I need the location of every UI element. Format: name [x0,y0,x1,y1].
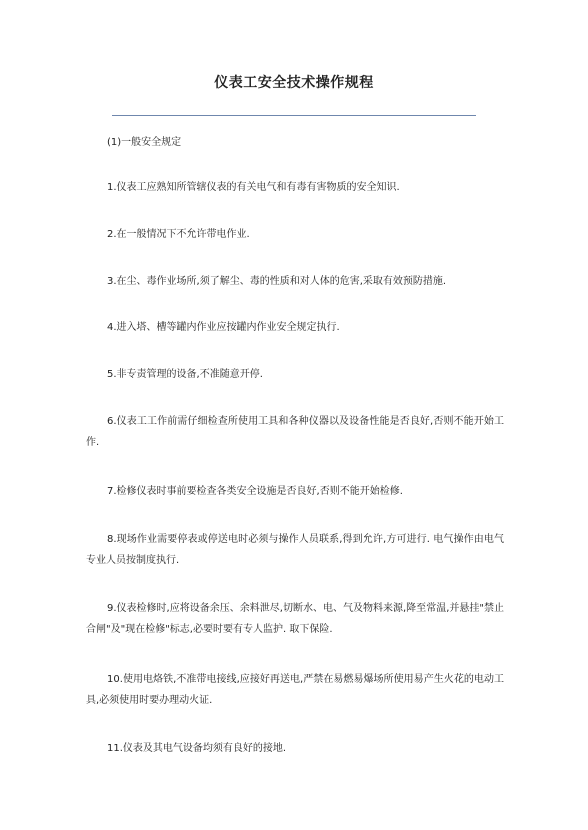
rule-item-10: 10.使用电烙铁,不准带电接线,应接好再送电,严禁在易燃易爆场所使用易产生火花的电动工具,必须使用时要办理动火证. [86,674,504,706]
section-heading: (1)一般安全规定 [107,137,182,148]
rule-item-6: 6.仪表工工作前需仔细检查所使用工具和各种仪器以及设备性能是否良好,否则不能开始工作. [86,416,504,448]
rule-item-11: 11.仪表及其电气设备均须有良好的接地. [107,743,287,754]
rule-item-5: 5.非专责管理的设备,不准随意开停. [107,369,263,380]
rule-item-4: 4.进入塔、槽等罐内作业应按罐内作业安全规定执行. [107,322,340,333]
rule-item-7: 7.检修仪表时事前要检查各类安全设施是否良好,否则不能开始检修. [107,486,403,497]
rule-item-2: 2.在一般情况下不允许带电作业. [107,229,250,240]
document-title: 仪表工安全技术操作规程 [214,75,374,91]
rule-item-9: 9.仪表检修时,应将设备余压、余料泄尽,切断水、电、气及物料来源,降至常温,并悬挂"禁止合闸"及"现在检修"标志,必要时要有专人监护. 取下保险. [86,603,504,635]
title-divider [112,115,476,116]
rule-item-3: 3.在尘、毒作业场所,须了解尘、毒的性质和对人体的危害,采取有效预防措施. [107,276,447,287]
rule-item-1: 1.仪表工应熟知所管辖仪表的有关电气和有毒有害物质的安全知识. [107,182,400,193]
rule-item-8: 8.现场作业需要停表或停送电时必须与操作人员联系,得到允许,方可进行. 电气操作由电气专业人员按制度执行. [86,534,504,566]
